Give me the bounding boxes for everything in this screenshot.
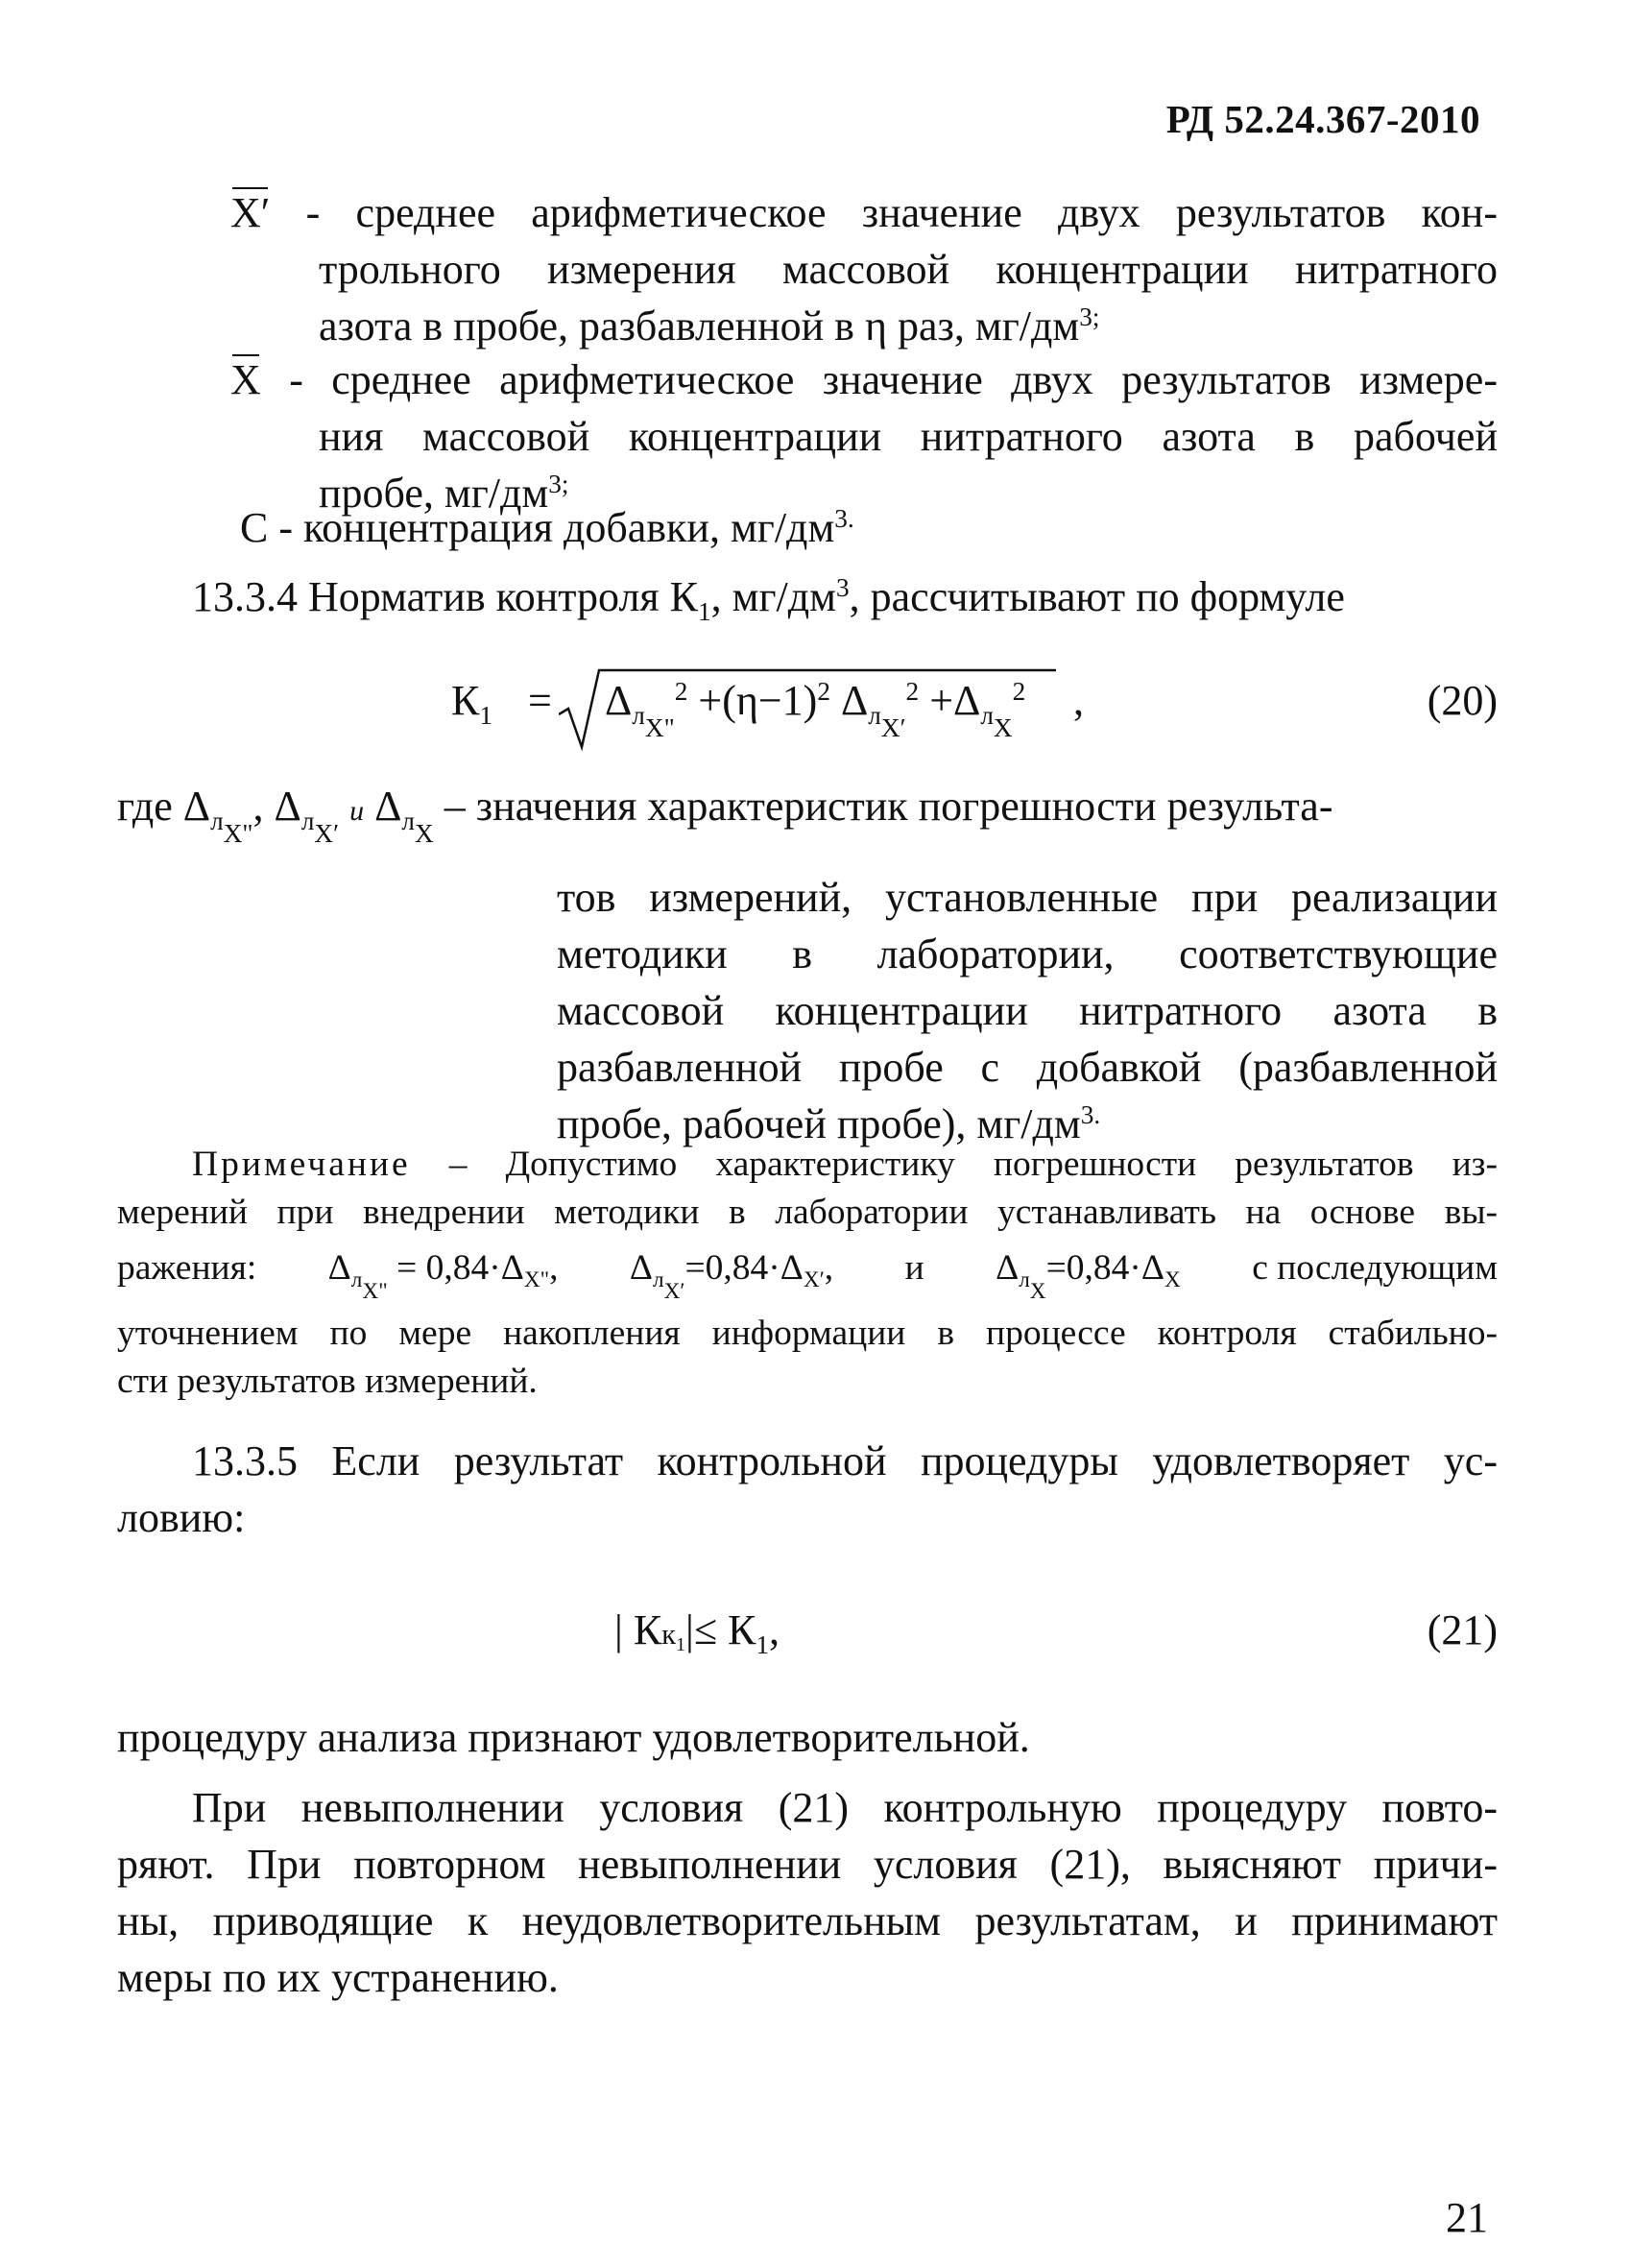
note: Примечание – Допустимо характеристику погрешности результатов из- мерений при внедрении методики в лаборатории устанавливать на основе вы- ражения: $\Delta_{лX"} = 0,84\cdot\Delta_{X"}$, $\Delta_{лX'}=0,84\cdot\Delta_{X'}$, и $\Delta_{лX}=0,84\cdot\Delta_X$ с последующим уточнением по мере накопления информации в процессе контроля стабильно- сти результатов измерений. <box>117 1145 1498 1401</box>
formula-21-number: (21) <box>1427 1606 1498 1653</box>
definition-x-bar: X - среднее арифметическое значение двух результатов измере- ния массовой концентрации нитратного азота в рабочей пробе, $мг/дм^{3;}$ <box>230 351 1498 521</box>
x-prime-symbol: X′ <box>230 184 270 241</box>
definition-x-prime: X′ - среднее арифметическое значение двух результатов кон- трольного измерения массовой концентрации нитратного азота в пробе, разбавленной в η раз, $мг/дм^{3;}$ <box>230 184 1498 354</box>
section-13-3-4: 13.3.4 Норматив контроля $К_1$, $мг/дм^3$, рассчитывают по формуле <box>192 573 1345 626</box>
page-number: 21 <box>1446 2194 1488 2241</box>
formula-20: $К_1$ = $\Delta_{лX"}^2 +(\eta-1)^2$ $\Delta_{лX'}^2 +\Delta_{лX}^2$ , (20) <box>451 672 1498 749</box>
final-paragraph: При невыполнении условия (21) контрольную процедуру повто- ряют. При повторном невыполнении условия (21), выясняют причи- ны, приводящие к неудовлетворительным результатам, и принимают меры по их устранению. <box>117 1784 1498 2001</box>
section-13-3-5: 13.3.5 Если результат контрольной процедуры удовлетворяет ус- ловию: <box>117 1437 1498 1541</box>
formula-20-number: (20) <box>1427 677 1498 724</box>
x-bar-symbol: X <box>230 351 261 408</box>
where-continuation: тов измерений, установленные при реализации методики в лаборатории, соответствующие массовой концентрации нитратного азота в разбавленной пробе с добавкой (разбавленной пробе, рабочей пробе), $мг/дм^{3.}$ <box>557 874 1498 1147</box>
definition-c: С - концентрация добавки, $мг/дм^{3.}$ <box>240 504 854 551</box>
note-label: Примечание <box>192 1145 411 1184</box>
document-number: РД 52.24.367-2010 <box>1165 97 1480 141</box>
where-line: где $\Delta_{лX"}$, $\Delta_{лX'}$ и $\Delta_{лX}$ – значения характеристик погрешности результа- <box>117 783 1333 849</box>
conclusion: процедуру анализа признают удовлетворительной. <box>117 1714 1030 1761</box>
formula-21: | $Кк1|\le К_1$, (21) <box>614 1602 1498 1663</box>
